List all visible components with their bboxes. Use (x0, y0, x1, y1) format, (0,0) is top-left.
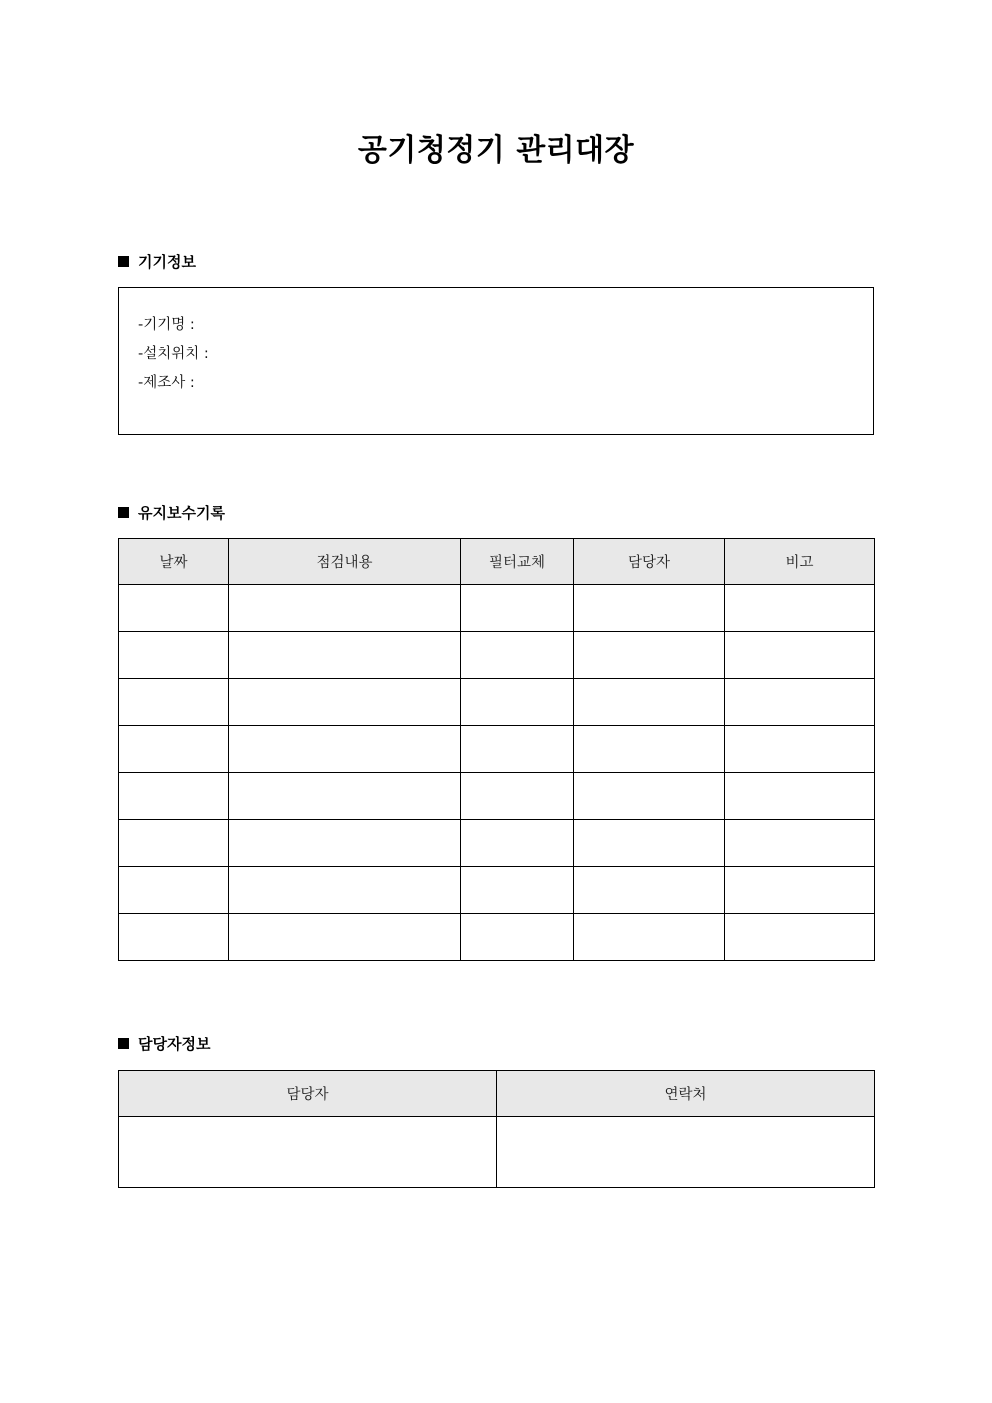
table-cell[interactable] (229, 867, 461, 914)
table-cell[interactable] (574, 679, 725, 726)
section-heading-maintenance (118, 502, 225, 523)
table-row (119, 820, 875, 867)
table-cell[interactable] (725, 726, 875, 773)
section-heading-contact-info (118, 1033, 210, 1054)
table-row (119, 632, 875, 679)
table-row (119, 1117, 875, 1188)
table-cell[interactable] (574, 820, 725, 867)
column-header: 연락처 (497, 1071, 875, 1117)
maintenance-table-body (119, 585, 875, 961)
square-bullet-icon (118, 1038, 129, 1049)
table-cell[interactable] (461, 726, 574, 773)
section-heading-device-info (118, 251, 196, 272)
table-cell[interactable] (574, 585, 725, 632)
column-header: 날짜 (119, 539, 229, 585)
table-cell[interactable] (461, 585, 574, 632)
table-header-row (119, 1071, 875, 1117)
table-cell[interactable] (229, 632, 461, 679)
maintenance-records-table (118, 538, 875, 961)
device-field-location: -설치위치 : (138, 346, 209, 362)
table-cell[interactable] (574, 632, 725, 679)
table-cell[interactable] (725, 679, 875, 726)
table-cell[interactable] (725, 914, 875, 961)
table-cell[interactable] (725, 585, 875, 632)
table-cell[interactable] (461, 820, 574, 867)
contact-table-head (119, 1071, 875, 1117)
table-cell[interactable] (229, 679, 461, 726)
contact-table-body (119, 1117, 875, 1188)
table-cell[interactable] (229, 820, 461, 867)
table-cell[interactable] (725, 820, 875, 867)
device-info-box (118, 287, 874, 435)
column-header: 필터교체 (461, 539, 574, 585)
table-cell[interactable] (461, 679, 574, 726)
table-cell[interactable] (461, 632, 574, 679)
column-header: 점검내용 (229, 539, 461, 585)
table-cell[interactable] (725, 773, 875, 820)
table-cell[interactable] (461, 867, 574, 914)
table-cell[interactable] (119, 773, 229, 820)
column-header: 비고 (725, 539, 875, 585)
contact-info-table (118, 1070, 875, 1188)
section-heading-label: 기기정보 (138, 253, 196, 271)
table-cell[interactable] (725, 632, 875, 679)
table-cell[interactable] (119, 679, 229, 726)
column-header: 담당자 (574, 539, 725, 585)
section-heading-label: 담당자정보 (138, 1035, 211, 1053)
table-cell[interactable] (119, 914, 229, 961)
table-cell[interactable] (461, 773, 574, 820)
table-cell[interactable] (119, 726, 229, 773)
table-row (119, 867, 875, 914)
square-bullet-icon (118, 507, 129, 518)
table-row (119, 585, 875, 632)
table-cell[interactable] (229, 585, 461, 632)
table-cell[interactable] (574, 867, 725, 914)
table-row (119, 726, 875, 773)
table-cell[interactable] (119, 632, 229, 679)
table-cell[interactable] (119, 1117, 497, 1188)
table-row (119, 773, 875, 820)
maintenance-table-head (119, 539, 875, 585)
table-row (119, 914, 875, 961)
table-header-row (119, 539, 875, 585)
section-heading-label: 유지보수기록 (138, 504, 225, 522)
column-header: 담당자 (119, 1071, 497, 1117)
table-cell[interactable] (229, 726, 461, 773)
table-cell[interactable] (461, 914, 574, 961)
square-bullet-icon (118, 256, 129, 267)
table-cell[interactable] (119, 585, 229, 632)
device-field-manufacturer: -제조사 : (138, 375, 195, 391)
table-cell[interactable] (229, 773, 461, 820)
table-cell[interactable] (497, 1117, 875, 1188)
table-cell[interactable] (119, 867, 229, 914)
table-cell[interactable] (119, 820, 229, 867)
table-cell[interactable] (229, 914, 461, 961)
table-cell[interactable] (725, 867, 875, 914)
table-row (119, 679, 875, 726)
table-cell[interactable] (574, 773, 725, 820)
page-title: 공기청정기 관리대장 (357, 133, 635, 168)
device-field-name: -기기명 : (138, 317, 195, 333)
table-cell[interactable] (574, 726, 725, 773)
table-cell[interactable] (574, 914, 725, 961)
